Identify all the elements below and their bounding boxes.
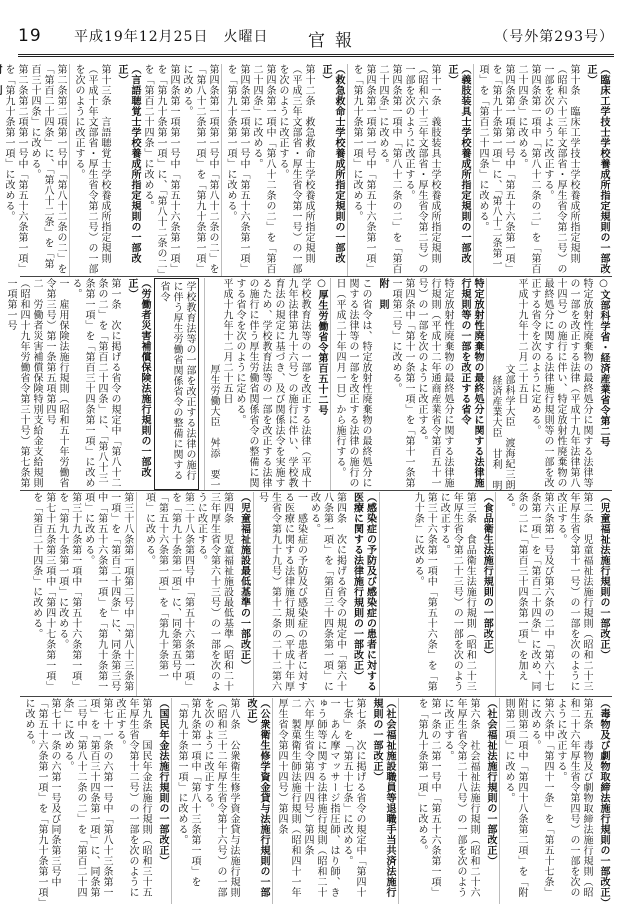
article-text: 第十一条 義肢装具士学校養成所指定規則（昭和六十三年文部省・厚生省令第二号）の一部を次のように改正する。 [403,64,440,274]
text-column [473,64,612,276]
tier-2 [5,278,612,491]
article-text: 第一条の二第一号中「第五十六条第一項」を「第九十条第一項」に改める。 [416,698,440,898]
text-column [347,64,473,276]
article-text: 第四条第一項中「第八十二条の二」を「第百二十四条」に改める。 [516,64,540,274]
article-text: 第七条 次に掲げる省令の規定中「第四十七条」を「第五十七条」に改める。 [341,698,365,898]
article-text: 学校教育法等の一部を改正する法律（平成十九年法律第九十六号）の施行に伴い、学校教育法の規定に基づき、及び関係法令を実施するため、学校教育法等の一部を改正する法律の施行に伴う厚生労働省関係省令の整備に関する省令を次のように定める。 [234,278,310,488]
tier-4 [20,698,612,908]
article-text: 第三十八条第一項第二号中「第八十三条第一項」を「第百二十四条」に、同条第三号中「第五十六条第一項」を「第九十条第一項」に改める。 [82,492,133,692]
article-caption: （社会福祉施設職員等退職手当共済法施行規則の一部改正） [371,698,395,898]
article-caption: （毒物及び劇物取締法施行規則の一部改正） [598,698,609,908]
article-text: 二 労働者災害補償保険特別支給金支給規則（昭和四十九年労働省令第三十号）第七条第一項第一号 [5,278,42,488]
article-text: この省令は、特定放射性廃棄物の最終処分に関する法律等の一部を改正する法律の施行の日（平成二十年四月一日）から施行する。 [334,278,371,488]
text-column [2,278,204,490]
article-caption: （児童福祉法施行規則の一部改正） [598,492,609,660]
article-caption: （児童福祉施設最低基準の一部改正） [238,492,250,671]
ordinance-number: ○文部科学省・経済産業省令第二号 [598,278,609,447]
article-text: 附則第二項中「第四十八条第二項」を「附則第二項」に改める。 [503,698,527,898]
article-text: 一 感染症の予防及び感染症の患者に対する医療に関する法律施行規則（平成十年厚生省令第九十九号）第十二条の二十二第六号 [256,492,307,692]
text-column [330,278,486,490]
boxed-ordinance-title: 学校教育法等の一部を改正する法律の施行に伴う厚生労働省関係省令の整備に関する省令 [154,278,199,490]
minister-signature: 経済産業大臣 甘利 明 [490,374,501,490]
text-column [398,698,499,904]
article-text: 第十条 臨床工学技士学校養成所指定規則（昭和六十三年文部省・厚生省令第二号）の一部を次のように改正する。 [542,64,579,274]
article-text: 第三十九条第一項中「第五十六条第一項」を「第九十条第一項」に改める。 [56,492,81,692]
article-text: 第四条第一項第一号中「第五十六条第一項」を「第九十条第一項」に改める。 [225,64,249,274]
article-text: 第二条第二項第一号中「第五十六条第一項」を「第九十条第一項」に改める。 [3,64,27,274]
article-text: 第四条第一項第一号中「第八十二条の二」を「第八十二条第一項」を「第九十条第一項」に改める。 [181,64,218,274]
text-column [499,698,612,908]
text-column [171,698,272,904]
tier-3 [20,492,612,697]
article-text: 特定放射性廃棄物の最終処分に関する法律等の一部を改正する法律（平成十九年法律第八十四号）の施行に伴い、特定放射性廃棄物の最終処分に関する法律施行規則等の一部を改正する省令を次のように定める。 [529,278,592,488]
text-column [136,492,253,696]
article-text: 第九条第一項中「第八十三条第一項」を「第九十条第一項」に改める。 [176,698,200,887]
article-text: 一 雇用保険法施行規則（昭和五十年労働省令第三号）第一条第五項第四号 [44,278,68,488]
text-column [221,64,347,276]
gazette-title: 官報 [308,31,362,51]
article-caption: （労働者災害補償保険法施行規則の一部改正） [126,278,150,478]
article-text: 一 あん摩マッサージ指圧師、はり師、きゅう師等に関する法律施行規則（昭和二十六年厚生省令第四十四号）第四条 [302,698,339,898]
page-number: 19 [18,26,42,46]
article-text: 特定放射性廃棄物の最終処分に関する法律施行規則（平成十二年通商産業省令第百五十一号）の一部を次のように改正する。 [416,278,453,488]
article-text: 第二条 児童福祉法施行規則（昭和二十三年厚生省令第十一号）の一部を次のように改正する。 [555,492,592,692]
article-text: 第四条第一項第一号中「第五十六条第一項」を「第九十条第一項」に改める。 [351,64,375,274]
text-column [69,64,221,276]
article-text: 第三十六条第一項中「第五十六条」を「第九十条」に改める。 [412,492,437,692]
article-text: 第四条第一項中「第八十二条の二」を「第百二十四条」に改める。 [251,64,275,274]
article-text: 第六条中「第四十一条」を「第五十七条」に改める。 [529,698,553,898]
article-text: 第四条第一項中「第八十二条の二」を「第百二十四条」に改める。 [377,64,401,274]
article-text: 第六条 社会福祉法施行規則（昭和二十六年厚生省令第二十八号）の一部を次のように改正する。 [442,698,479,898]
ordinance-number: ○厚生労働省令第百五十二号 [316,278,327,416]
article-caption: （社会福祉法施行規則の一部改正） [485,698,496,866]
promulgation-date: 平成十九年十二月二十五日 [221,278,232,404]
article-text: 第十二条 救急救命士学校養成所指定規則（平成三年文部省・厚生省令第一号）の一部を次のように改正する。 [277,64,314,274]
text-column [20,492,136,696]
article-caption: （臨床工学技士学校養成所指定規則の一部改正） [585,64,609,274]
text-column [253,492,379,696]
tier-1 [3,64,612,277]
minister-signature: 厚生労働大臣 舛添 要一 [208,364,219,490]
article-caption: （感染症の予防及び感染症の患者に対する医療に関する法律施行規則の一部改正） [351,492,376,692]
article-caption: （義肢装具士学校養成所指定規則の一部改正） [446,64,470,264]
article-text: 第四条第一項第一号中「第五十六条第一項」を「第九十条第一項」に、「第八十二条の二」を「第百二十四条」に改める。 [142,64,179,275]
text-column [379,492,496,696]
text-column [204,278,330,490]
article-text: 第九条 国民年金法施行規則（昭和三十五年厚生省令第十二号）の一部を次のように改正する。 [114,698,151,898]
article-text: 第五条 毒物及び劇物取締法施行規則（昭和二十六年厚生省令第四号）の一部を次のように改正する。 [555,698,592,898]
issue-number: （号外第293号） [494,29,614,45]
article-text: 第四条第一項第一号中「第五十六条第一項」を「第九十条第一項」に、「第八十二条第一項」を「第百二十四条」に改める。 [477,64,514,274]
promulgation-date: 平成十九年十二月二十五日 [516,278,527,404]
supplementary-provision-heading: 附 則 [377,278,388,310]
text-column [20,698,171,904]
article-text: 第七十一条の六第一号及び同条第三号中「第五十六条第一項」を「第九十条第一項」に改める。 [23,698,60,903]
ordinance-title: 特定放射性廃棄物の最終処分に関する法律施行規則等の一部を改正する省令 [459,278,483,488]
text-column [0,64,69,276]
article-text: 第四条 次に掲げる省令の規定中「第六十八条第一項」を「第百三十四条第一項」に改める。 [308,492,346,692]
minister-signature: 文部科学大臣 渡海紀三朗 [503,364,514,490]
article-text: 第七十一条の六第一号中「第八十三条第一項」を「第百三十四条第一項」に、同条第二号中「第八十二条の二」を「第百二十四条」に改める。 [62,698,112,898]
article-text: 第一条 次に掲げる省令の規定中「第八十二条の二」を「第百二十四条」に、「第八十三条第一項」を「第百三十四条第一項」に改める。 [70,278,120,488]
article-text: 第四条中「第十一条第一項」を「第十一条第一項第二号」に改める。 [390,278,414,488]
article-caption: （公衆衛生修学資金貸与法施行規則の一部改正） [245,698,269,898]
article-text: 第三条 食品衛生法施行規則（昭和二十三年厚生省令第二十三号）の一部を次のように改正する。 [438,492,476,692]
article-text: 第四条 児童福祉施設最低基準（昭和二十三年厚生省令第六十三号）の一部を次のように改正する。 [195,492,233,692]
article-text: 第十三条 言語聴覚士学校養成所指定規則（平成十年文部省・厚生省令第二号）の一部を次のように改正する。 [73,64,110,274]
article-text: 第二条第二項第一号中「第八十二条の二」を「第百二十四条」に、「第八十二条」を「第百三十四条」に改める。 [29,64,66,274]
article-caption: （言語聴覚士学校養成所指定規則の一部改正） [116,64,140,264]
gazette-header [18,14,614,57]
article-text: 第六条第一号及び第六条の二中「第六十七条第一項」を「第百二十四条」に改め、同条の二に「第百三十四条第一項」を加える。 [503,492,553,692]
article-text: 第二十八条第四号中「第五十六条第一項」を「第九十条第一項」に、同条第五号中「第五十六条第一項」を「第九十条第一項」に改める。 [143,492,194,692]
article-text: 第八条 公衆衛生修学資金貸与法施行規則（昭和三十二年厚生省令第十六号）の一部を次のように改正する。 [202,698,239,898]
issue-date: 平成19年12月25日 火曜日 [74,29,269,45]
article-caption: （食品衛生法施行規則の一部改正） [481,492,493,660]
text-column [495,492,612,696]
text-column [486,278,612,490]
article-caption: （救急救命士学校養成所指定規則の一部改正） [320,64,344,264]
article-text: 第七十五条第三項中「第四十七条第一項」を「第百二十四条」に改める。 [30,492,55,692]
article-text: 二 製菓衛生師法施行規則（昭和四十一年厚生省令第四十四号）第四条 [276,698,300,898]
article-caption: （国民年金法施行規則の一部改正） [157,698,168,866]
text-column [272,698,398,904]
